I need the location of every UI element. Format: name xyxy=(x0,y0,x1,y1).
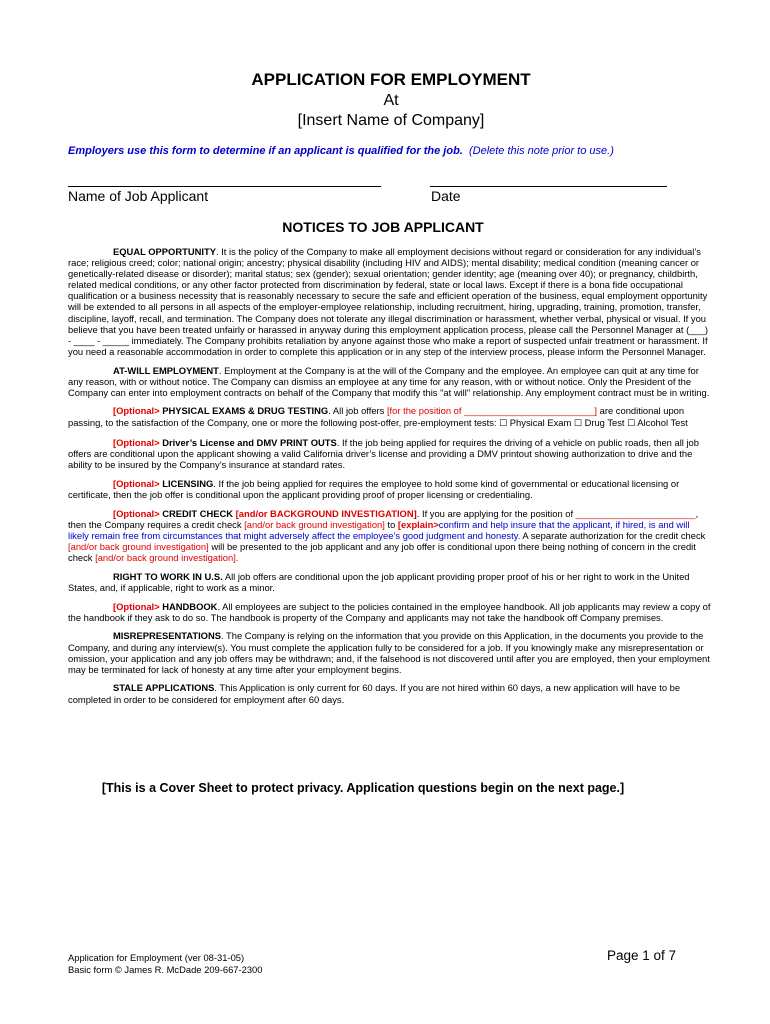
employer-note xyxy=(68,145,614,157)
employer-note-delete: (Delete this note prior to use.) xyxy=(468,145,614,157)
drug-test-checkbox[interactable]: ☐ xyxy=(573,418,582,429)
physical-exam-label: Physical Exam xyxy=(507,416,574,428)
misrepresentations-title: MISREPRESENTATIONS xyxy=(113,630,221,642)
notices-heading: NOTICES TO JOB APPLICANT xyxy=(282,219,484,235)
physical-exams-title: PHYSICAL EXAMS & DRUG TESTING xyxy=(159,405,329,417)
physical-exams-paragraph xyxy=(68,405,712,429)
date-label: Date xyxy=(431,188,461,204)
credit-background-note-1: [and/or back ground investigation] xyxy=(244,518,385,530)
at-will-title: AT-WILL EMPLOYMENT xyxy=(113,364,219,376)
stale-applications-paragraph xyxy=(68,682,712,704)
page-number: Page 1 of 7 xyxy=(607,948,677,963)
handbook-optional-tag: [Optional> xyxy=(113,600,160,612)
drug-test-label: Drug Test xyxy=(581,416,628,428)
alcohol-test-checkbox[interactable]: ☐ xyxy=(627,418,636,429)
credit-position-blank: _______________________ xyxy=(575,507,696,519)
credit-text-3: to xyxy=(384,518,398,530)
at-will-paragraph xyxy=(68,365,712,398)
licensing-title: LICENSING xyxy=(159,478,214,490)
alcohol-test-label: Alcohol Test xyxy=(635,416,688,428)
footer-copyright: Basic form © James R. McDade 209-667-2300 xyxy=(68,964,263,975)
license-optional-tag: [Optional> xyxy=(113,437,160,449)
footer-version: Application for Employment (ver 08-31-05) xyxy=(68,952,245,963)
cover-sheet-note: [This is a Cover Sheet to protect privacy. Application questions begin on the next page.] xyxy=(101,781,625,795)
licensing-text: . If the job being applied for requires the employee to hold some kind of governmental or educational licensing or certificate, then the job offer is conditional upon the applicant providing proof of proper licensing or credentialing. xyxy=(68,478,680,501)
equal-opportunity-paragraph xyxy=(68,246,712,357)
employer-note-text: Employers use this form to determine if an applicant is qualified for the job. xyxy=(68,145,463,157)
credit-text-4: A separate authorization for the credit check xyxy=(520,530,706,542)
credit-background-title: [and/or BACKGROUND INVESTIGATION] xyxy=(235,507,417,519)
handbook-paragraph xyxy=(68,601,712,623)
credit-text-1: . If you are applying for the position of xyxy=(416,507,576,519)
equal-opportunity-text: . It is the policy of the Company to make all employment decisions without regard or consideration for any individual’s race; religious creed; color; national origin; ancestry; physical disability (including HIV and AIDS); mental disability; medical condition (meaning cancer or genetically-related disease or disorder); marital status; sex (gender); sexual orientation; gender identity; age (meaning over 40); or pregnancy, childbirth, related medical conditions, or any other factor protected from discrimination by federal, state or local laws. Except if there is a bona fide occupational qualification or a business necessity that is reasonably necessary to secure the safe and efficient operation of the business, equal employment opportunity will be extended to all persons in all aspects of the employer-employee relationship, including recruitment, hiring, upgrading, training, promotion, transfer, discipline, layoff, recall, and termination. The Company does not tolerate any illegal discrimination or harassment, whether verbal, physical or visual. If you believe that you have been treated unfairly or harassed in anyway during this employment application process, please call the Personnel Manager at (___) - ____ - _____ immediately. The Company prohibits retaliation by anyone against those who make a report of suspected unfair treatment or harassment. If you need a reasonable accommodation in order to complete this application or in any step of the interview process, please inform the Personnel Manager. xyxy=(68,246,708,357)
drivers-license-paragraph xyxy=(68,437,712,470)
physical-exam-checkbox[interactable]: ☐ xyxy=(499,418,508,429)
credit-text-5: will be presented to the job applicant and any job offer is conditional upon there being nothing of concern in the credit check xyxy=(68,541,696,564)
drivers-license-text: . If the job being applied for requires the driving of a vehicle on public roads, then all job offers are conditional upon the applicant showing a valid California driver’s license and providing a DMV printout showing authorization to drive and the ability to be insured by the Company’s insurance at standard rates. xyxy=(68,437,699,471)
form-title-at: At xyxy=(383,92,399,109)
credit-check-paragraph xyxy=(68,508,712,563)
handbook-text: . All employees are subject to the policies contained in the employee handbook. All job applicants may review a copy of the handbook if they ask to do so. The handbook is property of the Company and applicants may not take the handbook off Company premises. xyxy=(68,600,711,623)
right-to-work-text: All job offers are conditional upon the job applicant providing proper proof of his or her right to work in the United States, and, if applicable, right to work as a minor. xyxy=(68,570,690,593)
applicant-name-label: Name of Job Applicant xyxy=(68,188,209,204)
at-will-text: . Employment at the Company is at the will of the Company and the employee. An employee can quit at any time for any reason, with or without notice. The Company can dismiss an employee at any time for any reason, with or without notice. Only the President of the Company can enter into employment contracts on behalf of the Company that modify this "at will" relationship. Any employment contract must be in writing. xyxy=(68,364,710,398)
equal-opportunity-title: EQUAL OPPORTUNITY xyxy=(113,246,216,257)
misrepresentations-text: . The Company is relying on the information that you provide on this Application, in the documents you provide to the Company, and during any interview(s). You must complete the application fully to be considered for a job. If you knowingly make any misrepresentation or omission, your application and any job offers may be withdrawn; and, if the falsehood is not discovered until after you are employed, then your employment may be terminated for lack of honesty at any time after your employment begins. xyxy=(68,630,710,675)
stale-applications-title: STALE APPLICATIONS xyxy=(113,682,215,694)
right-to-work-title: RIGHT TO WORK IN U.S. xyxy=(113,570,223,582)
stale-applications-text: . This Application is only current for 60 days. If you are not hired within 60 days, a new application will have to be completed in order to be considered for employment after 60 days. xyxy=(68,682,681,705)
notices-body xyxy=(68,246,712,712)
form-title: APPLICATION FOR EMPLOYMENT xyxy=(251,70,531,89)
physical-text-2: are conditional upon passing, to the satisfaction of the Company, one or more the following post-offer, pre-employment tests: xyxy=(68,405,685,428)
physical-position-blank: [for the position of _________________________] xyxy=(386,405,598,417)
credit-optional-tag: [Optional> xyxy=(113,507,160,519)
credit-explanation: confirm and help insure that the applicant, if hired, is and will likely remain free from circumstances that might adversely affect the employee’s good judgment and honesty. xyxy=(68,518,690,542)
credit-explain-tag: [explain> xyxy=(397,518,439,530)
right-to-work-paragraph xyxy=(68,571,712,593)
credit-check-title: CREDIT CHECK xyxy=(159,507,236,519)
misrepresentations-paragraph xyxy=(68,630,712,674)
applicant-name-line[interactable] xyxy=(68,186,381,187)
drivers-license-title: Driver’s License and DMV PRINT OUTS xyxy=(159,437,337,449)
physical-text-1: . All job offers xyxy=(328,405,387,417)
company-name-placeholder: [Insert Name of Company] xyxy=(297,112,485,129)
handbook-title: HANDBOOK xyxy=(159,600,218,612)
credit-background-note-2: [and/or back ground investigation] xyxy=(68,541,209,553)
credit-background-note-3: [and/or back ground investigation]. xyxy=(95,552,239,564)
licensing-paragraph xyxy=(68,478,712,500)
date-line[interactable] xyxy=(430,186,667,187)
licensing-optional-tag: [Optional> xyxy=(113,478,160,490)
credit-text-2: , then the Company requires a credit check xyxy=(68,507,699,530)
physical-optional-tag: [Optional> xyxy=(113,405,160,417)
